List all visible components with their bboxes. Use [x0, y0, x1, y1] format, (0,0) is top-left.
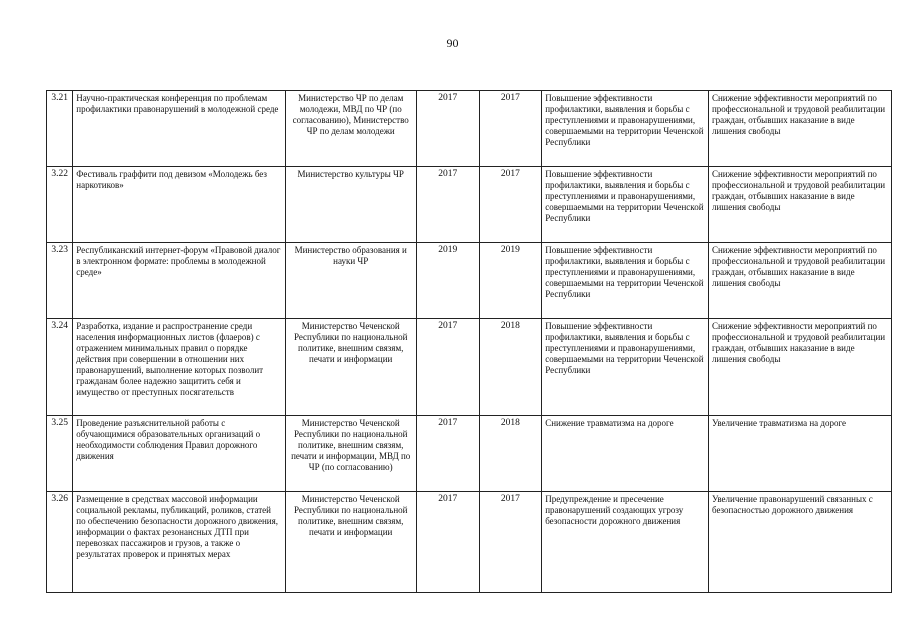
expected-result: Снижение травматизма на дороге — [542, 416, 709, 492]
executor: Министерство Чеченской Республики по национальной политике, внешним связям, печати и информации — [285, 319, 416, 416]
row-number: 3.26 — [47, 492, 73, 593]
measures-table — [46, 90, 892, 593]
table-row — [47, 492, 892, 593]
row-number: 3.21 — [47, 91, 73, 167]
row-number: 3.23 — [47, 243, 73, 319]
row-number: 3.25 — [47, 416, 73, 492]
start-year: 2017 — [416, 416, 479, 492]
start-year: 2017 — [416, 492, 479, 593]
consequence: Снижение эффективности мероприятий по профессиональной и трудовой реабилитации граждан, отбывших наказание в виде лишения свободы — [708, 319, 891, 416]
event-name: Разработка, издание и распространение среди населения информационных листов (флаеров) с отражением минимальных правил о порядке действия при совершении в отношении них правонарушений, выполнение которых позволит гражданам более надежно защитить себя и имущество от преступных посягательств — [73, 319, 285, 416]
table-row — [47, 243, 892, 319]
consequence: Снижение эффективности мероприятий по профессиональной и трудовой реабилитации граждан, отбывших наказание в виде лишения свободы — [708, 167, 891, 243]
expected-result: Повышение эффективности профилактики, выявления и борьбы с преступлениями и правонарушениями, совершаемыми на территории Чеченской Республики — [542, 91, 709, 167]
table-row — [47, 91, 892, 167]
end-year: 2018 — [479, 319, 542, 416]
executor: Министерство образования и науки ЧР — [285, 243, 416, 319]
start-year: 2017 — [416, 91, 479, 167]
page-number: 90 — [446, 36, 459, 50]
event-name: Проведение разъяснительной работы с обучающимися образовательных организаций о необходимости соблюдения Правил дорожного движения — [73, 416, 285, 492]
consequence: Увеличение травматизма на дороге — [708, 416, 891, 492]
expected-result: Повышение эффективности профилактики, выявления и борьбы с преступлениями и правонарушениями, совершаемыми на территории Чеченской Республики — [542, 243, 709, 319]
executor: Министерство ЧР по делам молодежи, МВД по ЧР (по согласованию), Министерство ЧР по делам молодежи — [285, 91, 416, 167]
end-year: 2017 — [479, 91, 542, 167]
event-name: Республиканский интернет-форум «Правовой диалог в электронном формате: проблемы в молодежной среде» — [73, 243, 285, 319]
expected-result: Предупреждение и пресечение правонарушений создающих угрозу безопасности дорожного движения — [542, 492, 709, 593]
row-number: 3.24 — [47, 319, 73, 416]
event-name: Фестиваль граффити под девизом «Молодежь без наркотиков» — [73, 167, 285, 243]
row-number: 3.22 — [47, 167, 73, 243]
executor: Министерство культуры ЧР — [285, 167, 416, 243]
executor: Министерство Чеченской Республики по национальной политике, внешним связям, печати и информации, МВД по ЧР (по согласованию) — [285, 416, 416, 492]
start-year: 2019 — [416, 243, 479, 319]
end-year: 2019 — [479, 243, 542, 319]
table-row — [47, 416, 892, 492]
consequence: Снижение эффективности мероприятий по профессиональной и трудовой реабилитации граждан, отбывших наказание в виде лишения свободы — [708, 243, 891, 319]
expected-result: Повышение эффективности профилактики, выявления и борьбы с преступлениями и правонарушениями, совершаемыми на территории Чеченской Республики — [542, 319, 709, 416]
start-year: 2017 — [416, 319, 479, 416]
end-year: 2017 — [479, 167, 542, 243]
expected-result: Повышение эффективности профилактики, выявления и борьбы с преступлениями и правонарушениями, совершаемыми на территории Чеченской Республики — [542, 167, 709, 243]
end-year: 2017 — [479, 492, 542, 593]
table-row — [47, 167, 892, 243]
consequence: Снижение эффективности мероприятий по профессиональной и трудовой реабилитации граждан, отбывших наказание в виде лишения свободы — [708, 91, 891, 167]
event-name: Научно-практическая конференция по проблемам профилактики правонарушений в молодежной среде — [73, 91, 285, 167]
consequence: Увеличение правонарушений связанных с безопасностью дорожного движения — [708, 492, 891, 593]
table-row — [47, 319, 892, 416]
start-year: 2017 — [416, 167, 479, 243]
end-year: 2018 — [479, 416, 542, 492]
event-name: Размещение в средствах массовой информации социальной рекламы, публикаций, роликов, статей по обеспечению безопасности дорожного движения, информации о фактах резонансных ДТП при перевозках пассажиров и грузов, а также о результатах проверок и принятых мерах — [73, 492, 285, 593]
executor: Министерство Чеченской Республики по национальной политике, внешним связям, печати и информации — [285, 492, 416, 593]
